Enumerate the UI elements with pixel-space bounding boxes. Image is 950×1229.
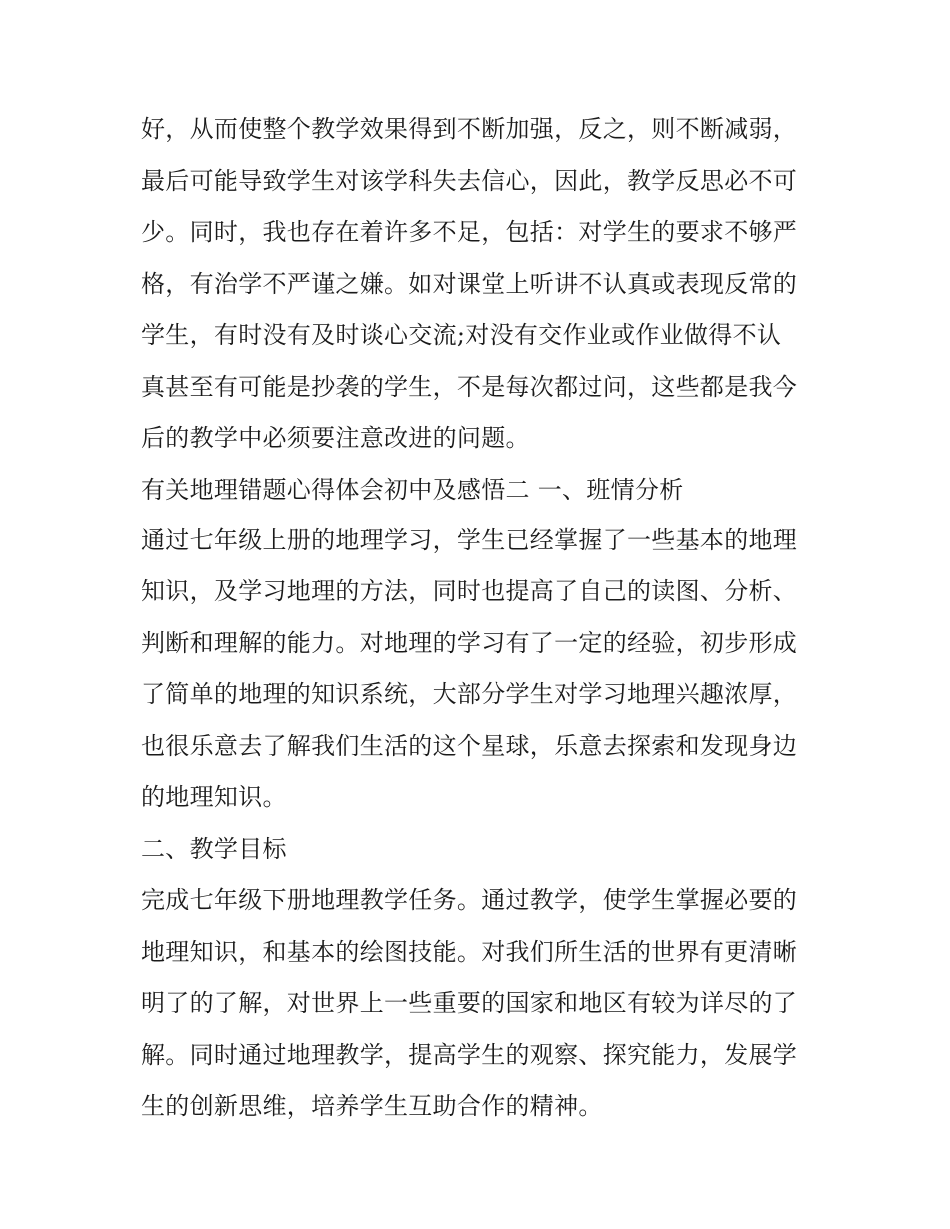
text-line: 也很乐意去了解我们生活的这个星球，乐意去探索和发现身边: [141, 731, 798, 760]
text-line: 后的教学中必须要注意改进的问题。: [141, 424, 530, 452]
text-line: 少。同时，我也存在着许多不足，包括：对学生的要求不够严: [141, 218, 798, 246]
document-body: [141, 104, 821, 1133]
text-line: 地理知识，和基本的绘图技能。对我们所生活的世界有更清晰: [141, 937, 798, 966]
text-line: 知识，及学习地理的方法，同时也提高了自己的读图、分析、: [141, 577, 798, 605]
text-line: 解。同时通过地理教学，提高学生的观察、探究能力，发展学: [141, 1040, 798, 1069]
text-line: 真甚至有可能是抄袭的学生，不是每次都过问，这些都是我今: [141, 372, 798, 401]
text-line: 好，从而使整个教学效果得到不断加强，反之，则不断减弱，: [141, 115, 798, 143]
text-line: 了简单的地理的知识系统，大部分学生对学习地理兴趣浓厚，: [141, 680, 798, 708]
text-line: 判断和理解的能力。对地理的学习有了一定的经验，初步形成: [141, 628, 798, 657]
text-line: 完成七年级下册地理教学任务。通过教学，使学生掌握必要的: [141, 886, 798, 914]
text-line: 通过七年级上册的地理学习，学生已经掌握了一些基本的地理: [141, 525, 798, 554]
text-line: 学生，有时没有及时谈心交流;对没有交作业或作业做得不认: [141, 321, 782, 349]
section-heading: 二、教学目标: [141, 834, 287, 863]
section-heading: 有关地理错题心得体会初中及感悟二 一、班情分析: [141, 475, 684, 504]
text-line: 最后可能导致学生对该学科失去信心，因此，教学反思必不可: [141, 166, 798, 195]
text-line: 明了的了解，对世界上一些重要的国家和地区有较为详尽的了: [141, 989, 798, 1017]
text-line: 格，有治学不严谨之嫌。如对课堂上听讲不认真或表现反常的: [141, 269, 798, 298]
text-line: 生的创新思维，培养学生互助合作的精神。: [141, 1092, 603, 1120]
text-line: 的地理知识。: [141, 783, 287, 811]
